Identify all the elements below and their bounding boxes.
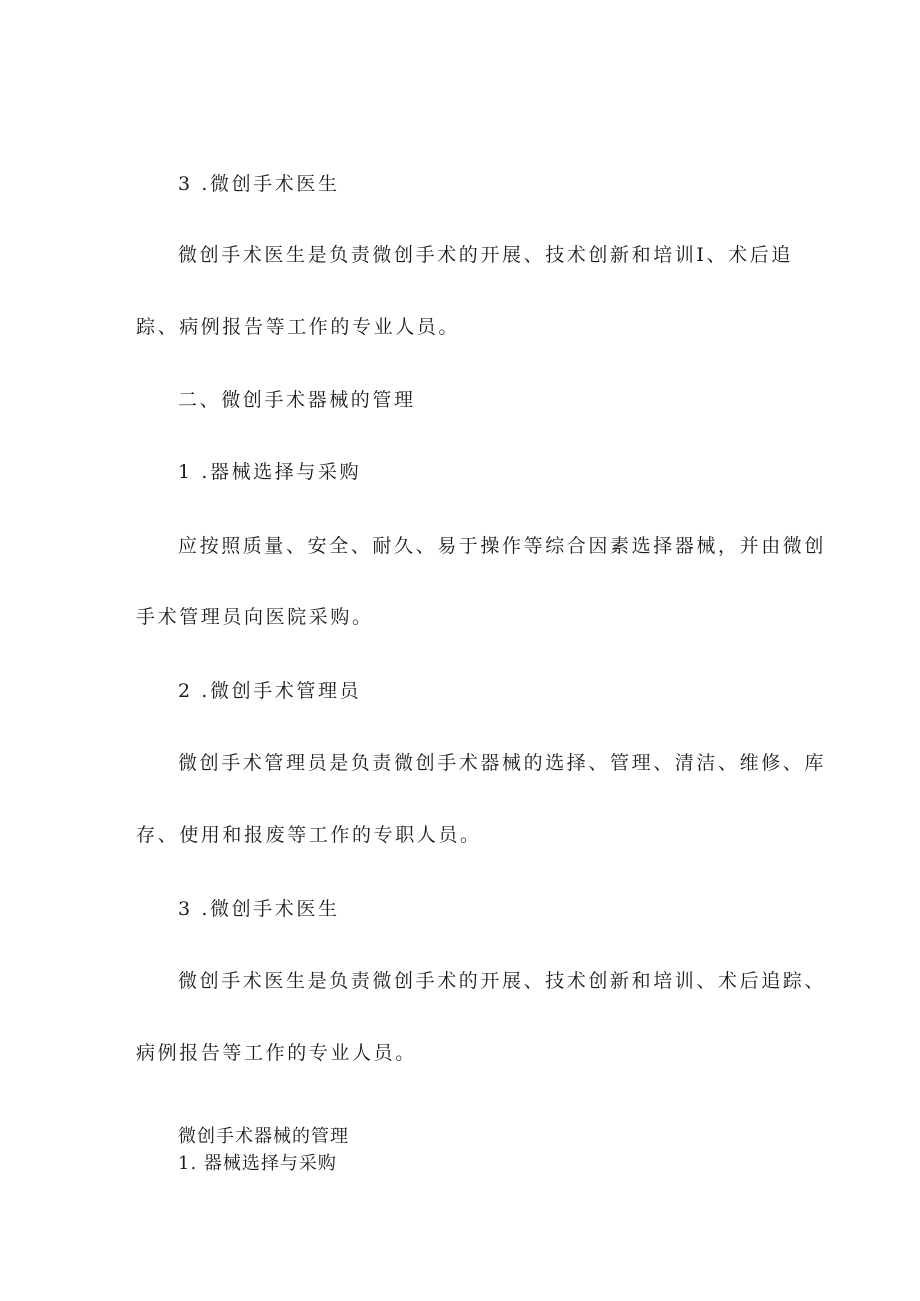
paragraph-surgeon-line-1: 微创手术医生是负责微创手术的开展、技术创新和培训I、术后追 xyxy=(178,244,793,266)
paragraph-surgeon-line-2: 踪、病例报告等工作的专业人员。 xyxy=(136,316,461,338)
heading-1-selection-procurement: 1 .器械选择与采购 xyxy=(178,461,362,483)
outline-item-selection-procurement: 1. 器械选择与采购 xyxy=(178,1153,337,1174)
paragraph-surgeon-repeat-line-1: 微创手术医生是负责微创手术的开展、技术创新和培训、术后追踪、 xyxy=(178,970,827,992)
heading-2-administrator: 2 .微创手术管理员 xyxy=(178,680,362,702)
paragraph-administrator-line-2: 存、使用和报废等工作的专职人员。 xyxy=(136,824,482,846)
paragraph-administrator-line-1: 微创手术管理员是负责微创手术器械的选择、管理、清洁、维修、库 xyxy=(178,752,827,774)
paragraph-surgeon-repeat-line-2: 病例报告等工作的专业人员。 xyxy=(136,1042,417,1064)
paragraph-selection-line-2: 手术管理员向医院采购。 xyxy=(136,606,374,628)
section-heading-instrument-management: 二、微创手术器械的管理 xyxy=(178,389,416,411)
paragraph-selection-line-1: 应按照质量、安全、耐久、易于操作等综合因素选择器械，并由微创 xyxy=(178,535,827,557)
heading-3-surgeon-repeat: 3 .微创手术医生 xyxy=(178,898,340,920)
heading-3-surgeon: 3 .微创手术医生 xyxy=(178,173,340,195)
outline-heading-instrument-management: 微创手术器械的管理 xyxy=(178,1126,349,1147)
